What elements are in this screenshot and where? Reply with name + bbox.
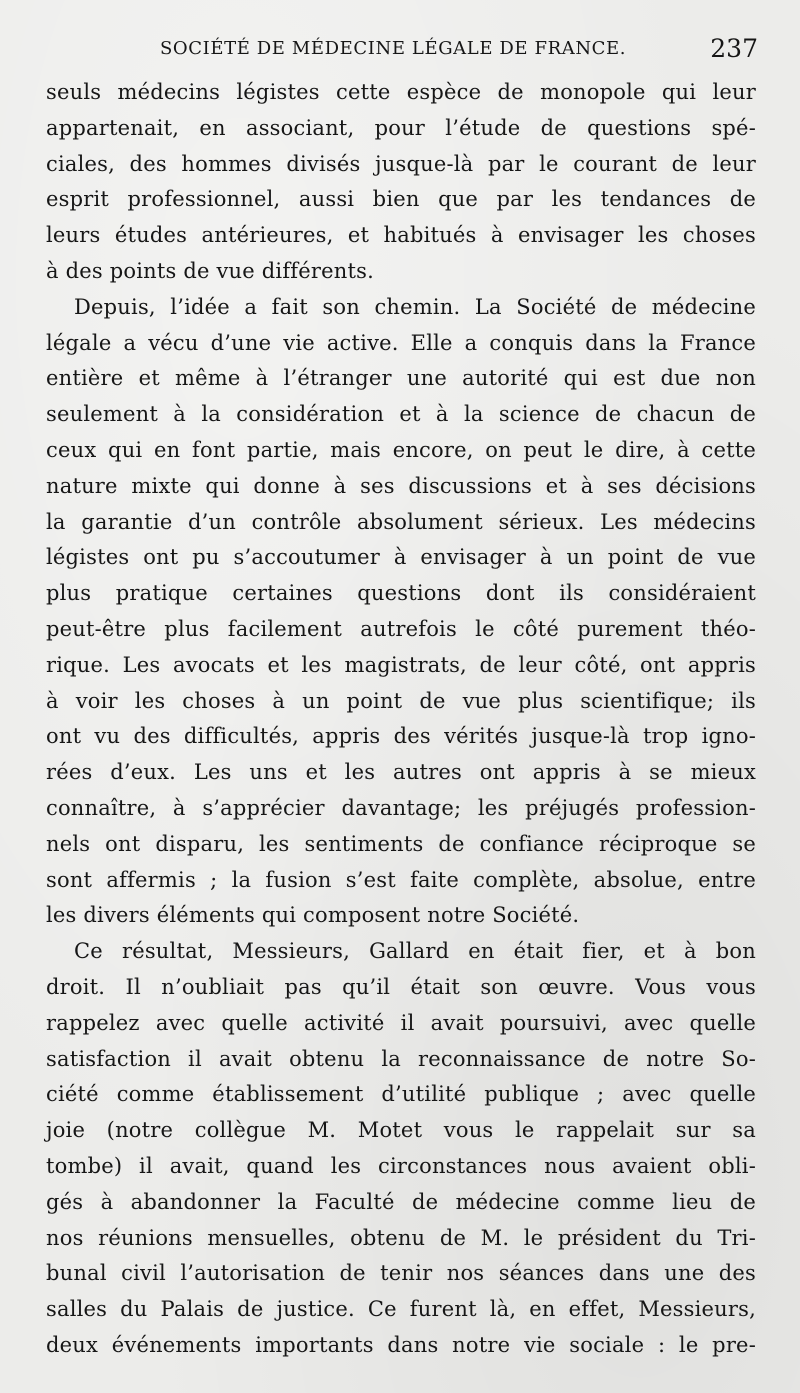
text-line: seulement à la considération et à la science de chacun de (46, 402, 756, 427)
text-line: bunal civil l’autorisation de tenir nos séances dans une des (46, 1261, 756, 1286)
running-head (160, 34, 758, 70)
text-line: droit. Il n’oubliait pas qu’il était son œuvre. Vous vous (46, 974, 756, 999)
text-line: les divers éléments qui composent notre Société. (46, 903, 580, 928)
text-line: connaître, à s’apprécier davantage; les préjugés profession- (46, 795, 756, 820)
text-line: plus pratique certaines questions dont ils considéraient (46, 581, 756, 606)
text-line: légistes ont pu s’accoutumer à envisager à un point de vue (46, 545, 756, 570)
running-title: SOCIÉTÉ DE MÉDECINE LÉGALE DE FRANCE. (160, 38, 627, 59)
text-line: rappelez avec quelle activité il avait poursuivi, avec quelle (46, 1010, 756, 1035)
text-line: nature mixte qui donne à ses discussions et à ses décisions (46, 473, 756, 498)
text-line: entière et même à l’étranger une autorité qui est due non (46, 366, 756, 391)
text-line: nos réunions mensuelles, obtenu de M. le président du Tri- (46, 1225, 756, 1250)
text-line: leurs études antérieures, et habitués à envisager les choses (46, 223, 756, 248)
text-line: joie (notre collègue M. Motet vous le rappelait sur sa (46, 1118, 756, 1143)
text-line: seuls médecins légistes cette espèce de monopole qui leur (46, 80, 756, 104)
text-line: appartenait, en associant, pour l’étude de questions spé- (46, 115, 756, 140)
text-line: Depuis, l’idée a fait son chemin. La Société de médecine (74, 294, 756, 319)
text-line: sont affermis ; la fusion s’est faite complète, absolue, entre (46, 867, 756, 892)
text-line: gés à abandonner la Faculté de médecine comme lieu de (46, 1189, 756, 1214)
text-line: ciété comme établissement d’utilité publique ; avec quelle (46, 1082, 756, 1107)
text-line: salles du Palais de justice. Ce furent là, en effet, Messieurs, (46, 1297, 756, 1322)
text-line: ciales, des hommes divisés jusque-là par le courant de leur (46, 151, 756, 176)
text-line: à voir les choses à un point de vue plus scientifique; ils (46, 688, 756, 713)
text-line: la garantie d’un contrôle absolument sérieux. Les médecins (46, 509, 756, 534)
body-text (46, 75, 756, 1364)
text-line: esprit professionnel, aussi bien que par les tendances de (46, 187, 756, 212)
text-line: rique. Les avocats et les magistrats, de leur côté, ont appris (46, 652, 756, 677)
text-line: nels ont disparu, les sentiments de confiance réciproque se (46, 831, 756, 856)
page-number: 237 (710, 34, 758, 63)
text-line: à des points de vue différents. (46, 258, 374, 283)
text-line: ont vu des difficultés, appris des vérités jusque-là trop igno- (46, 724, 756, 749)
text-line: ceux qui en font partie, mais encore, on peut le dire, à cette (46, 437, 756, 462)
text-line: légale a vécu d’une vie active. Elle a conquis dans la France (46, 330, 756, 355)
text-line: satisfaction il avait obtenu la reconnaissance de notre So- (46, 1046, 756, 1071)
text-line: tombe) il avait, quand les circonstances nous avaient obli- (46, 1153, 756, 1178)
text-line: Ce résultat, Messieurs, Gallard en était fier, et à bon (74, 939, 756, 964)
text-line: rées d’eux. Les uns et les autres ont appris à se mieux (46, 760, 756, 785)
text-line: peut-être plus facilement autrefois le côté purement théo- (46, 616, 756, 641)
text-line: deux événements importants dans notre vie sociale : le pre- (46, 1332, 756, 1357)
